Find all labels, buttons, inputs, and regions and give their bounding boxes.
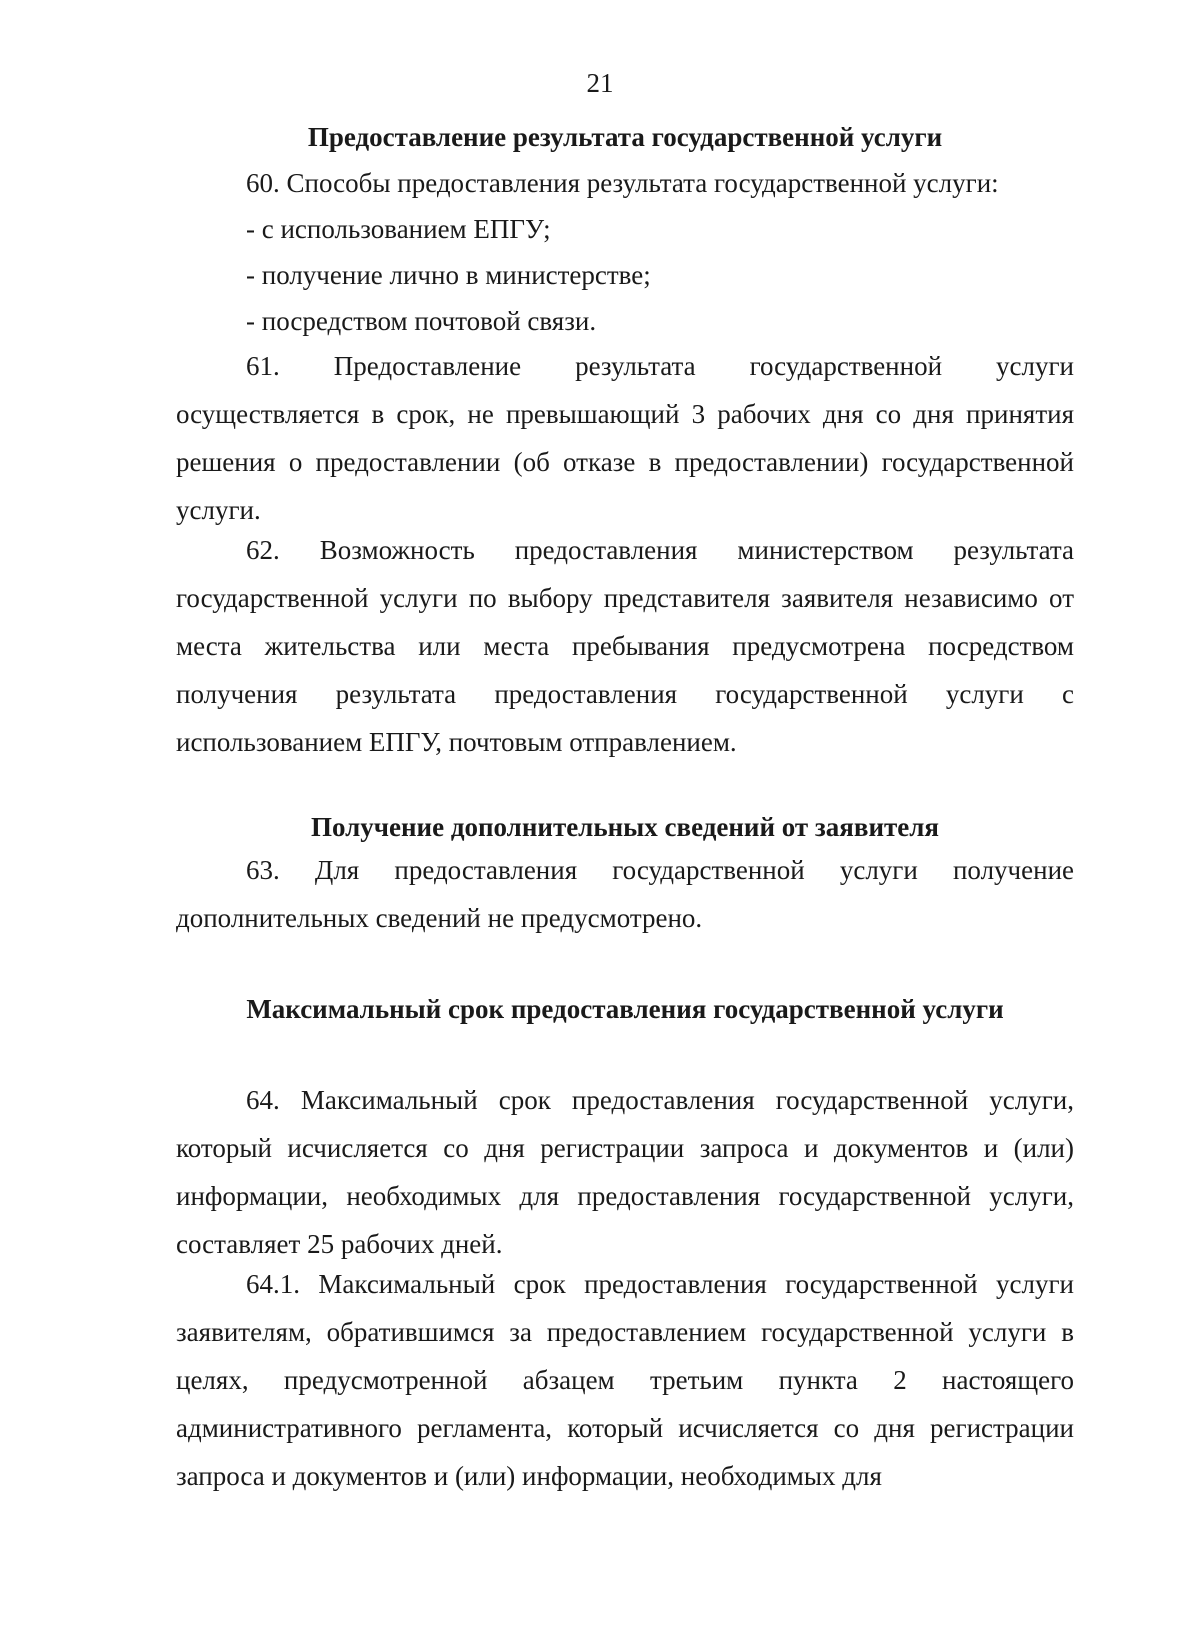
list-item-postal: - посредством почтовой связи.	[246, 306, 597, 336]
paragraph-64: 64. Максимальный срок предоставления государственной услуги, который исчисляется со дня регистрации запроса и документов и (или) информации, необходимых для предоставления государственной услуги, составляет 25 рабочих дней.	[176, 1085, 1074, 1259]
list-item-epgu: - с использованием ЕПГУ;	[246, 214, 551, 244]
paragraph-63: 63. Для предоставления государственной услуги получение дополнительных сведений не предусмотрено.	[176, 855, 1074, 933]
list-item-in-person: - получение лично в министерстве;	[246, 260, 651, 290]
paragraph-60: 60. Способы предоставления результата государственной услуги:	[246, 168, 999, 198]
page-number: 21	[586, 68, 614, 98]
section-heading-additional-info: Получение дополнительных сведений от заявителя	[310, 812, 940, 842]
section-heading-max-term: Максимальный срок предоставления государственной услуги	[246, 994, 1004, 1024]
section-heading-result: Предоставление результата государственной услуги	[307, 122, 943, 152]
paragraph-62: 62. Возможность предоставления министерством результата государственной услуги по выбору представителя заявителя независимо от места жительства или места пребывания предусмотрена посредством получения результата предоставления государственной услуги с использованием ЕПГУ, почтовым отправлением.	[176, 535, 1074, 757]
paragraph-61: 61. Предоставление результата государственной услуги осуществляется в срок, не превышающий 3 рабочих дня со дня принятия решения о предоставлении (об отказе в предоставлении) государственной услуги.	[176, 351, 1074, 525]
paragraph-64-1: 64.1. Максимальный срок предоставления государственной услуги заявителям, обратившимся за предоставлением государственной услуги в целях, предусмотренной абзацем третьим пункта 2 настоящего административного регламента, который исчисляется со дня регистрации запроса и документов и (или) информации, необходимых для	[176, 1269, 1074, 1491]
